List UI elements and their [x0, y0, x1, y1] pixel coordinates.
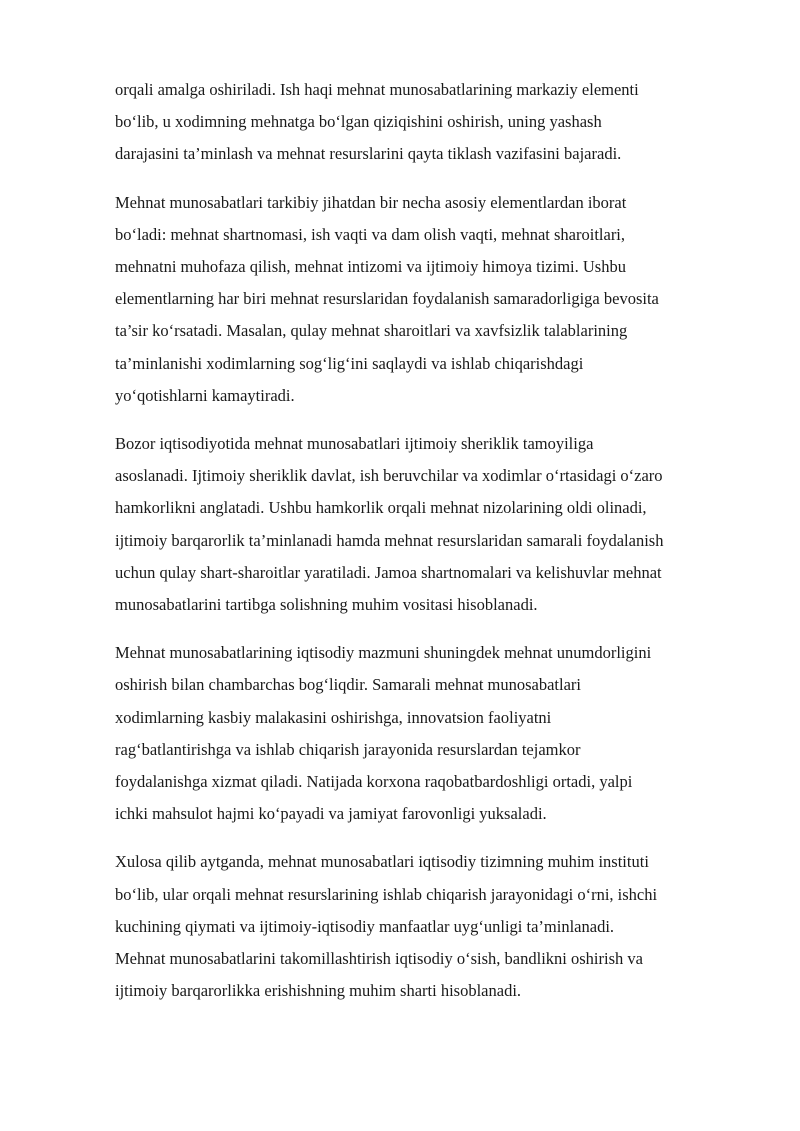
paragraph-line: Mehnat munosabatlarini takomillashtirish iqtisodiy o‘sish, bandlikni oshirish va — [115, 949, 643, 969]
paragraph-line: bo‘lib, u xodimning mehnatga bo‘lgan qiziqishini oshirish, uning yashash — [115, 112, 602, 132]
paragraph-line: mehnatni muhofaza qilish, mehnat intizomi va ijtimoiy himoya tizimi. Ushbu — [115, 257, 626, 277]
paragraph-line: yo‘qotishlarni kamaytiradi. — [115, 385, 295, 405]
paragraph-line: elementlarning har biri mehnat resurslaridan foydalanish samaradorligiga bevosita — [115, 289, 659, 309]
paragraph-line: rag‘batlantirishga va ishlab chiqarish jarayonida resurslardan tejamkor — [115, 739, 581, 759]
paragraph-line: uchun qulay shart-sharoitlar yaratiladi. Jamoa shartnomalari va kelishuvlar mehnat — [115, 562, 662, 582]
paragraph-line: Mehnat munosabatlari tarkibiy jihatdan bir necha asosiy elementlardan iborat — [115, 192, 627, 212]
paragraph — [115, 428, 715, 621]
document-body — [115, 74, 715, 1023]
paragraph-line: Bozor iqtisodiyotida mehnat munosabatlari ijtimoiy sheriklik tamoyiliga — [115, 434, 594, 454]
paragraph-line: kuchining qiymati va ijtimoiy-iqtisodiy manfaatlar uyg‘unligi ta’minlanadi. — [115, 916, 615, 936]
paragraph-line: ijtimoiy barqarorlik ta’minlanadi hamda mehnat resurslaridan samarali foydalanish — [115, 530, 664, 550]
paragraph-line: darajasini ta’minlash va mehnat resurslarini qayta tiklash vazifasini bajaradi. — [115, 144, 622, 164]
paragraph-line: oshirish bilan chambarchas bog‘liqdir. Samarali mehnat munosabatlari — [115, 675, 582, 695]
paragraph-line: munosabatlarini tartibga solishning muhim vositasi hisoblanadi. — [115, 595, 538, 615]
paragraph-line: asoslanadi. Ijtimoiy sheriklik davlat, ish beruvchilar va xodimlar o‘rtasidagi o‘zaro — [115, 466, 663, 486]
paragraph — [115, 637, 715, 830]
paragraph-line: Xulosa qilib aytganda, mehnat munosabatlari iqtisodiy tizimning muhim instituti — [115, 852, 649, 872]
paragraph-line: orqali amalga oshiriladi. Ish haqi mehnat munosabatlarining markaziy elementi — [115, 80, 639, 99]
paragraph-line: hamkorlikni anglatadi. Ushbu hamkorlik orqali mehnat nizolarining oldi olinadi, — [115, 498, 647, 518]
paragraph-line: ta’sir ko‘rsatadi. Masalan, qulay mehnat sharoitlari va xavfsizlik talablarining — [115, 321, 628, 341]
paragraph — [115, 187, 715, 412]
paragraph-line: xodimlarning kasbiy malakasini oshirishga, innovatsion faoliyatni — [115, 707, 552, 727]
paragraph-line: ichki mahsulot hajmi ko‘payadi va jamiyat farovonligi yuksaladi. — [115, 804, 547, 824]
paragraph-line: foydalanishga xizmat qiladi. Natijada korxona raqobatbardoshligi ortadi, yalpi — [115, 772, 633, 792]
paragraph-line: ta’minlanishi xodimlarning sog‘lig‘ini saqlaydi va ishlab chiqarishdagi — [115, 353, 584, 373]
paragraph-line: ijtimoiy barqarorlikka erishishning muhim sharti hisoblanadi. — [115, 981, 522, 1001]
paragraph — [115, 74, 715, 171]
paragraph — [115, 846, 715, 1007]
paragraph-line: bo‘ladi: mehnat shartnomasi, ish vaqti va dam olish vaqti, mehnat sharoitlari, — [115, 224, 626, 244]
paragraph-line: Mehnat munosabatlarining iqtisodiy mazmuni shuningdek mehnat unumdorligini — [115, 643, 652, 663]
paragraph-line: bo‘lib, ular orqali mehnat resurslarining ishlab chiqarish jarayonidagi o‘rni, ishchi — [115, 884, 658, 904]
